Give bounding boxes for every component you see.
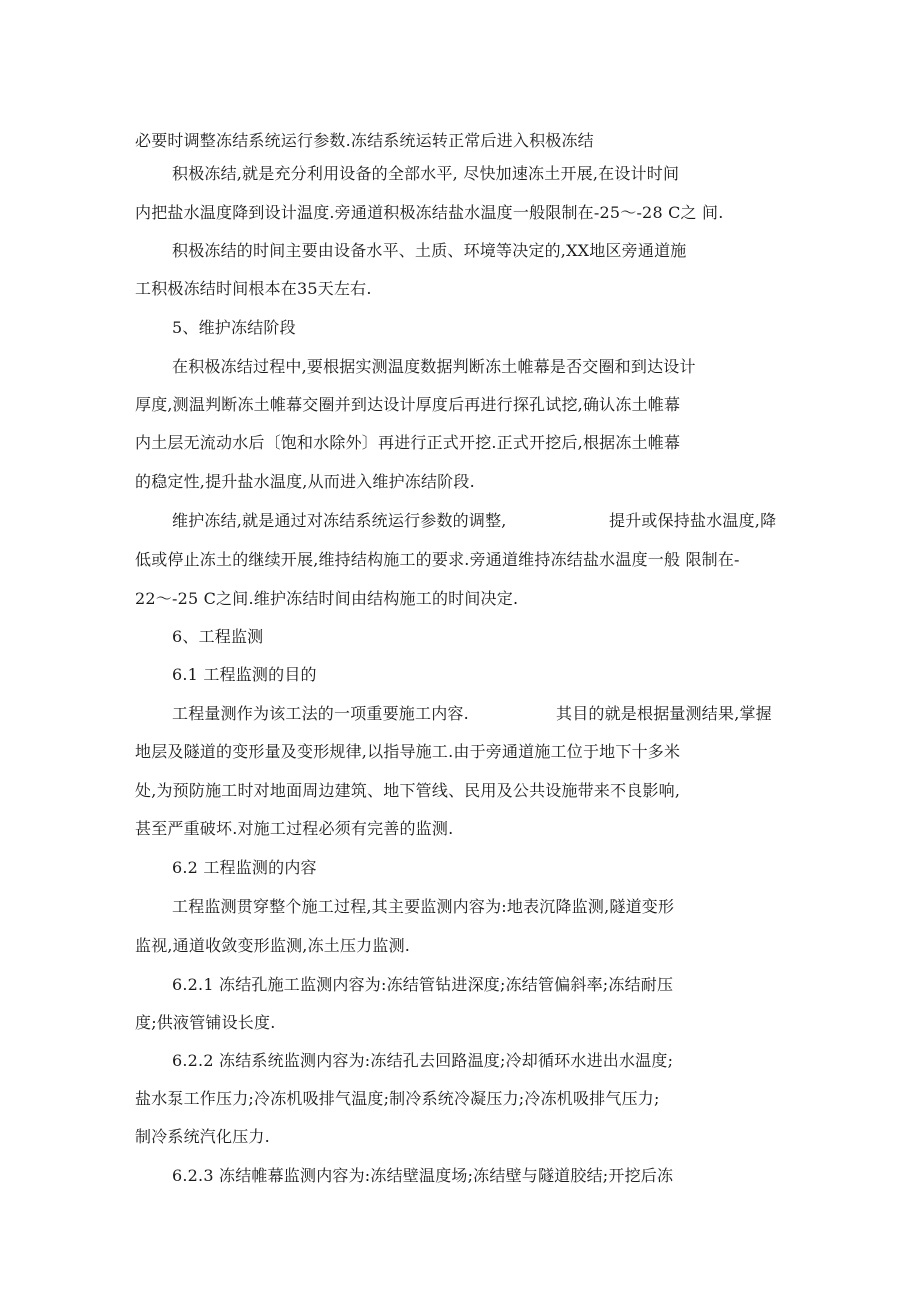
text-line: 处,为预防施工时对地面周边建筑、地下管线、民用及公共设施带来不良影响,: [135, 781, 681, 800]
text-line: 工程监测贯穿整个施工过程,其主要监测内容为:地表沉降监测,隧道变形: [172, 897, 675, 916]
text-line: 度;供液管铺设长度.: [135, 1013, 276, 1032]
text-line: 提升或保持盐水温度,降: [609, 511, 777, 530]
text-line: 维护冻结,就是通过对冻结系统运行参数的调整,: [172, 511, 507, 530]
text-line: 工积极冻结时间根本在35天左右.: [135, 279, 372, 298]
text-line: 积极冻结,就是充分利用设备的全部水平, 尽快加速冻土开展,在设计时间: [172, 164, 680, 183]
text-line: 厚度,测温判断冻土帷幕交圈并到达设计厚度后再进行探孔试挖,确认冻土帷幕: [135, 395, 681, 414]
text-line: 6.2.1 冻结孔施工监测内容为:冻结管钻进深度;冻结管偏斜率;冻结耐压: [172, 975, 674, 994]
text-line: 低或停止冻土的继续开展,维持结构施工的要求.旁通道维持冻结盐水温度一般 限制在-: [135, 550, 740, 569]
text-line: 其目的就是根据量测结果,掌握: [556, 704, 772, 723]
text-line: 在积极冻结过程中,要根据实测温度数据判断冻土帷幕是否交圈和到达设计: [172, 357, 696, 376]
text-line: 盐水泵工作压力;冷冻机吸排气温度;制冷系统冷凝压力;冷冻机吸排气压力;: [135, 1089, 660, 1108]
subsection-heading: 6.1 工程监测的目的: [172, 665, 317, 684]
text-line: 内把盐水温度降到设计温度.旁通道积极冻结盐水温度一般限制在-25〜-28 C之 间.: [135, 203, 724, 222]
text-line: 内土层无流动水后〔饱和水除外〕再进行正式开挖.正式开挖后,根据冻土帷幕: [135, 433, 681, 452]
text-line: 22〜-25 C之间.维护冻结时间由结构施工的时间决定.: [135, 589, 519, 608]
text-line: 甚至严重破坏.对施工过程必须有完善的监测.: [135, 819, 454, 838]
text-line: 监视,通道收敛变形监测,冻土压力监测.: [135, 936, 411, 955]
text-line: 积极冻结的时间主要由设备水平、土质、环境等决定的,XX地区旁通道施: [172, 241, 687, 260]
section-heading: 5、维护冻结阶段: [172, 318, 296, 337]
text-line: 必要时调整冻结系统运行参数.冻结系统运转正常后进入积极冻结: [135, 131, 594, 150]
text-line: 制冷系统汽化压力.: [135, 1127, 270, 1146]
text-line: 6.2.2 冻结系统监测内容为:冻结孔去回路温度;冷却循环水进出水温度;: [172, 1051, 674, 1070]
section-heading: 6、工程监测: [172, 627, 264, 646]
text-line: 工程量测作为该工法的一项重要施工内容.: [172, 704, 469, 723]
text-line: 的稳定性,提升盐水温度,从而进入维护冻结阶段.: [135, 472, 475, 491]
text-line: 6.2.3 冻结帷幕监测内容为:冻结壁温度场;冻结壁与隧道胶结;开挖后冻: [172, 1166, 674, 1185]
subsection-heading: 6.2 工程监测的内容: [172, 858, 317, 877]
text-line: 地层及隧道的变形量及变形规律,以指导施工.由于旁通道施工位于地下十多米: [135, 742, 681, 761]
